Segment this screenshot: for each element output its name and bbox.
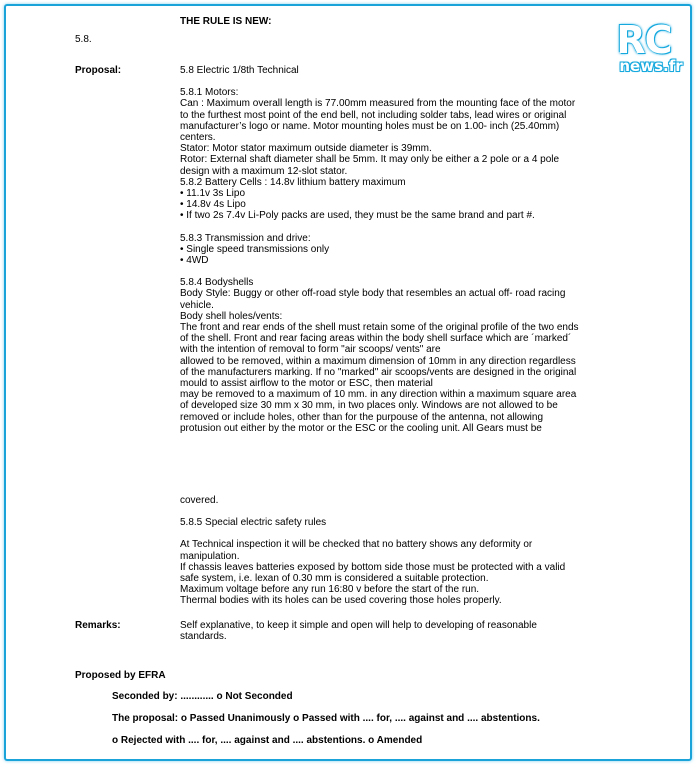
logo-news-text: news.fr: [619, 57, 683, 75]
text-line: 5.8.3 Transmission and drive:: [180, 232, 311, 244]
text-line: [180, 76, 620, 87]
proposed-by: Proposed by EFRA: [75, 670, 166, 681]
text-line: Can : Maximum overall length is 77.00mm measured from the mounting face of the motor: [180, 98, 576, 110]
text-line: design with a maximum 12-slot stator.: [180, 165, 348, 177]
text-line: centers.: [180, 132, 216, 144]
text-line: protusion out either by the motor or the ESC or the cooling unit. All Gears must be: [180, 422, 542, 434]
text-line: [180, 266, 620, 277]
text-line: • If two 2s 7.4v Li-Poly packs are used, they must be the same brand and part #.: [180, 210, 535, 222]
rule-title: THE RULE IS NEW:: [180, 16, 272, 27]
text-line: covered.: [180, 495, 219, 506]
text-line: manufacturer’s logo or name. Motor mounting holes must be on 1.00- inch (25.40mm): [180, 120, 560, 132]
text-line: Body Style: Buggy or other off-road style body that resembles an actual off- road racing: [180, 288, 566, 300]
proposal-label: Proposal:: [75, 65, 122, 76]
seconded-line: Seconded by: ............ o Not Seconded: [112, 691, 293, 702]
text-line: 5.8.5 Special electric safety rules: [180, 517, 327, 529]
text-line: may be removed to a maximum of 10 mm. in any direction within a maximum square area: [180, 389, 577, 401]
logo-rc-text: RC: [616, 18, 672, 62]
text-line: • Single speed transmissions only: [180, 243, 330, 255]
text-line: of developed size 30 mm x 30 mm, in two places only. Windows are not allowed to be: [180, 400, 558, 412]
text-line: 5.8 Electric 1/8th Technical: [180, 65, 299, 76]
remarks-label: Remarks:: [75, 620, 121, 631]
proposal-result-line: The proposal: o Passed Unanimously o Passed with .... for, .... against and .... abstentions.: [112, 713, 540, 724]
rejected-line: o Rejected with .... for, .... against and .... abstentions. o Amended: [112, 735, 423, 746]
text-line: 5.8.4 Bodyshells: [180, 277, 254, 289]
text-line: The front and rear ends of the shell must retain some of the original profile of the two ends: [180, 322, 579, 334]
text-line: Body shell holes/vents:: [180, 310, 283, 322]
text-line: standards.: [180, 631, 227, 643]
text-line: Thermal bodies with its holes can be used covering those holes properly.: [180, 595, 502, 607]
text-line: allowed to be removed, within a maximum dimension of 10mm in any direction regardless: [180, 355, 576, 367]
text-line: • 4WD: [180, 255, 209, 267]
text-line: Self explanative, to keep it simple and open will help to developing of reasonable: [180, 620, 537, 631]
text-line: At Technical inspection it will be checked that no battery shows any deformity or: [180, 539, 533, 551]
remarks-text: [180, 620, 620, 642]
text-line: [180, 222, 620, 233]
text-line: [180, 528, 620, 539]
text-line: removed or include holes, other than for the purpouse of the antenna, not allowing: [180, 411, 544, 423]
text-line: 5.8.2 Battery Cells : 14.8v lithium battery maximum: [180, 176, 406, 188]
text-line: • 14.8v 4s Lipo: [180, 199, 246, 211]
text-line: Maximum voltage before any run 16:80 v before the start of the run.: [180, 584, 480, 596]
proposal-text-continued: [180, 495, 620, 607]
text-line: with the intention of removal to form "air scoops/ vents" are: [180, 344, 441, 356]
text-line: Stator: Motor stator maximum outside diameter is 39mm.: [180, 143, 432, 155]
text-line: manipulation.: [180, 550, 240, 562]
text-line: Rotor: External shaft diameter shall be 5mm. It may only be either a 2 pole or a 4 pole: [180, 154, 560, 166]
text-line: • 11.1v 3s Lipo: [180, 188, 246, 200]
text-line: to the furthest most point of the end bell, not including solder tabs, lead wires or original: [180, 109, 567, 121]
text-line: [180, 506, 620, 517]
text-line: 5.8.1 Motors:: [180, 87, 239, 99]
text-line: safe system, i.e. lexan of 0.30 mm is considered a suitable protection.: [180, 573, 489, 585]
text-line: of the manufacturers marking. If no "marked" air scoops/vents are designed in the original: [180, 366, 577, 378]
text-line: of the shell. Front and rear facing areas within the body shell surface which are ´marked´: [180, 333, 572, 345]
section-number: 5.8.: [75, 34, 92, 45]
text-line: If chassis leaves batteries exposed by bottom side those must be protected with a valid: [180, 561, 566, 573]
text-line: vehicle.: [180, 299, 214, 311]
text-line: mould to assist airflow to the motor or ESC, then material: [180, 378, 433, 390]
proposal-text: [180, 65, 620, 434]
